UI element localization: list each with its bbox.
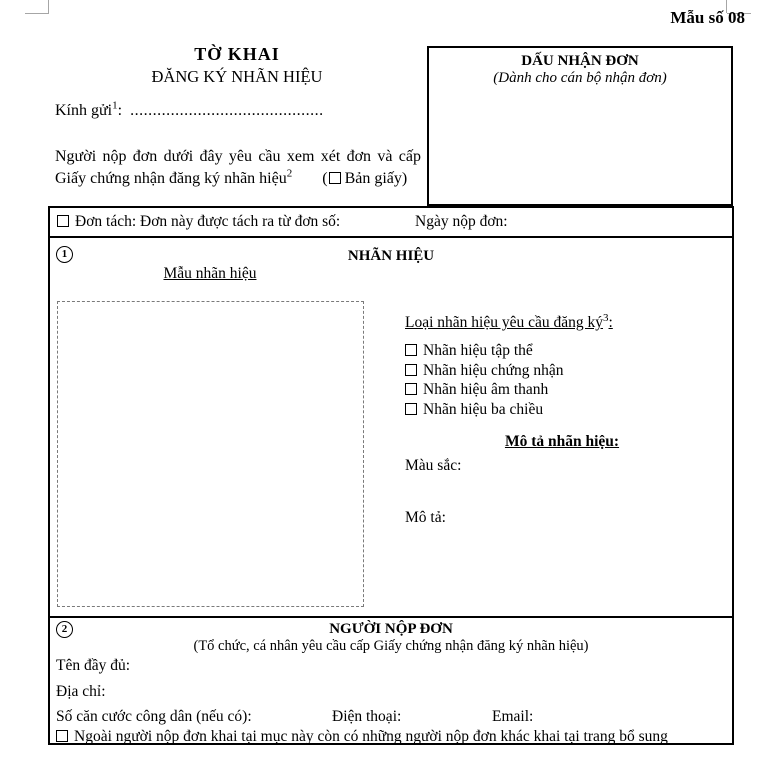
mark-type-option-certification: Nhãn hiệu chứng nhận (405, 361, 564, 381)
mark-type-options (405, 341, 564, 419)
section-2-subtitle: (Tổ chức, cá nhân yêu cầu cấp Giấy chứng nhận đăng ký nhãn hiệu) (193, 638, 589, 654)
filing-date-label: Ngày nộp đơn: (415, 213, 508, 230)
additional-applicants-line (56, 728, 668, 746)
footnote-ref-1: 1 (112, 99, 118, 112)
form-title: TỜ KHAI (194, 44, 280, 64)
mark-description-heading: Mô tả nhãn hiệu: (504, 433, 620, 450)
paper-copy-checkbox[interactable] (329, 172, 341, 184)
additional-applicants-checkbox[interactable] (56, 730, 68, 742)
collective-mark-checkbox[interactable] (405, 344, 417, 356)
full-name-label: Tên đầy đủ: (56, 657, 131, 674)
phone-label: Điện thoại: (332, 708, 402, 725)
divisional-application-row (50, 208, 732, 238)
receipt-stamp-title: DẤU NHẬN ĐƠN (521, 53, 639, 69)
divisional-application-field (57, 213, 340, 231)
request-line-1: Người nộp đơn dưới đây yêu cầu xem xét đơn và cấp (55, 148, 421, 165)
divisional-application-checkbox[interactable] (57, 215, 69, 227)
section-trademark (50, 238, 732, 618)
crop-mark-top-left-horizontal (25, 13, 49, 14)
footnote-ref-2: 2 (286, 167, 293, 180)
mark-sample-caption: Mẫu nhãn hiệu (163, 265, 257, 282)
three-dimensional-mark-checkbox[interactable] (405, 403, 417, 415)
form-number: Mẫu số 08 (670, 8, 745, 27)
footnote-ref-3: 3 (603, 311, 609, 324)
request-paragraph (55, 146, 421, 190)
section-1-title: NHÃN HIỆU (347, 248, 435, 264)
paper-copy-label: Bản giấy (344, 170, 402, 187)
section-2-number: 2 (56, 621, 73, 638)
mark-type-option-collective: Nhãn hiệu tập thể (405, 341, 564, 361)
addressee-label: Kính gửi (55, 102, 113, 119)
crop-mark-top-left-vertical (48, 0, 49, 13)
certification-mark-checkbox[interactable] (405, 364, 417, 376)
mark-sample-box[interactable] (57, 301, 364, 607)
request-line-2: Giấy chứng nhận đăng ký nhãn hiệu$^2$ ( Bản giấy) (55, 167, 408, 187)
section-1-number: 1 (56, 246, 73, 263)
mark-type-option-sound: Nhãn hiệu âm thanh (405, 380, 564, 400)
form-title-block (55, 44, 419, 87)
receipt-stamp-box (427, 46, 733, 206)
divisional-application-label: Đơn tách: Đơn này được tách ra từ đơn số: (75, 213, 341, 230)
email-label: Email: (492, 708, 534, 725)
mark-description-heading-wrap (390, 433, 734, 451)
address-label: Địa chỉ: (56, 683, 106, 700)
addressee-fill-in-line[interactable]: ........................................... (130, 102, 324, 119)
section-2-title: NGƯỜI NỘP ĐƠN (329, 621, 453, 637)
mark-color-label: Màu sắc: (405, 457, 462, 474)
application-table (48, 206, 734, 745)
mark-sample-caption-wrap (56, 265, 364, 283)
mark-type-option-3d: Nhãn hiệu ba chiều (405, 400, 564, 420)
mark-type-heading: Loại nhãn hiệu yêu cầu đăng $ký^3$: (405, 311, 613, 331)
additional-applicants-label: Ngoài người nộp đơn khai tại mục này còn có những người nộp đơn khác khai tại trang bổ sung (74, 728, 668, 745)
sound-mark-checkbox[interactable] (405, 383, 417, 395)
receipt-stamp-subtitle: (Dành cho cán bộ nhận đơn) (493, 70, 667, 86)
mark-description-label: Mô tả: (405, 509, 446, 526)
paper-copy-option: ( Bản giấy) (322, 170, 408, 187)
addressee-line: Kính gửi$^1$: ........................................... (55, 99, 324, 119)
form-subtitle: ĐĂNG KÝ NHÃN HIỆU (151, 67, 323, 86)
citizen-id-label: Số căn cước công dân (nếu có): (56, 708, 252, 725)
section-applicant (50, 618, 732, 743)
